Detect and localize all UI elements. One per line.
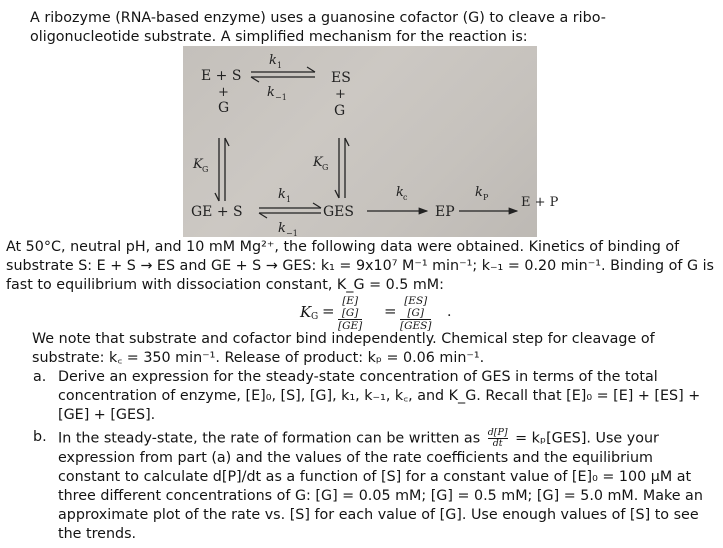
scheme-product: E + P <box>521 195 559 210</box>
part-a-line-2: concentration of enzyme, [E]₀, [S], [G], k₁, k₋₁, k꜀, and K_G. Recall that [E]₀ = [E] + [ES] + <box>58 388 701 404</box>
scheme-reverse-arrowhead-top <box>251 77 259 82</box>
rate-den: dt <box>492 438 503 449</box>
scheme-kg-left-sub: G <box>202 165 209 174</box>
formula-fraction-2 <box>400 295 431 332</box>
scheme-g-left: G <box>218 100 230 116</box>
scheme-kp-sub: P <box>483 193 489 202</box>
scheme-ep: EP <box>435 204 455 220</box>
scheme-km1-bottom: k <box>278 221 286 236</box>
reaction-scheme-image <box>183 46 559 238</box>
part-b-line-2: expression from part (a) and the values of the rate coefficients and the equilibrium <box>58 450 653 466</box>
part-b-line-4: three different concentrations of G: [G] = 0.05 mM; [G] = 0.5 mM; [G] = 5.0 mM. Make an <box>58 488 703 504</box>
intro-line-2: oligonucleotide substrate. A simplified mechanism for the reaction is: <box>30 29 528 45</box>
formula-den-1: [GE] <box>338 320 363 332</box>
scheme-kg-left: K <box>193 157 203 172</box>
formula-end: . <box>447 304 452 320</box>
scheme-forward-arrowhead-bottom <box>313 203 321 208</box>
rate-num: d[P] <box>487 427 508 438</box>
formula-lhs-sub: G <box>311 312 319 322</box>
independent-line-2: substrate: k꜀ = 350 min⁻¹. Release of product: kₚ = 0.06 min⁻¹. <box>32 350 485 366</box>
rate-fraction <box>488 428 508 449</box>
formula-den-2: [GES] <box>400 320 432 332</box>
part-b-line-1-post: = kₚ[GES]. Use your <box>515 430 659 447</box>
scheme-kc-sub: c <box>403 193 408 202</box>
part-a-line-1: Derive an expression for the steady-state concentration of GES in terms of the total <box>58 369 658 385</box>
scheme-kc: k <box>396 185 404 200</box>
formula-num-1: [E][G] <box>338 295 362 320</box>
part-b-line-6: the trends. <box>58 526 137 542</box>
scheme-reverse-arrowhead-bottom <box>259 213 267 218</box>
conditions-line-2: substrate S: E + S → ES and GE + S → GES: k₁ = 9x10⁷ M⁻¹ min⁻¹; k₋₁ = 0.20 min⁻¹. Binding of G is <box>6 258 715 274</box>
part-b-label: b. <box>33 429 47 445</box>
scheme-forward-arrowhead-top <box>307 67 315 72</box>
part-b-line-3: constant to calculate d[P]/dt as a function of [S] for a constant value of [E]₀ = 100 μM at <box>58 469 692 485</box>
scheme-ges: GES <box>323 204 354 220</box>
conditions-line-1: At 50°C, neutral pH, and 10 mM Mg²⁺, the following data were obtained. Kinetics of binding of <box>6 239 680 255</box>
scheme-k1-bottom-sub: 1 <box>286 195 292 204</box>
scheme-plus-right: + <box>335 87 346 102</box>
scheme-k1-top-sub: 1 <box>277 61 283 70</box>
part-b-line-5: approximate plot of the rate vs. [S] for each value of [G]. Use enough values of [S] to see <box>58 507 699 523</box>
scheme-k1-top: k <box>269 53 277 68</box>
scheme-kg-right-sub: G <box>322 163 329 172</box>
independent-line-1: We note that substrate and cofactor bind independently. Chemical step for cleavage of <box>32 331 655 347</box>
scheme-km1-top: k <box>267 85 275 100</box>
scheme-kp: k <box>475 185 483 200</box>
scheme-top-left: E + S <box>201 68 242 84</box>
scheme-g-right: G <box>334 103 346 119</box>
reaction-scheme-diagram <box>183 46 559 238</box>
scheme-top-right: ES <box>331 70 351 86</box>
formula-lhs: K <box>300 303 312 321</box>
scheme-km1-top-sub: −1 <box>275 93 287 102</box>
scheme-km1-bottom-sub: −1 <box>286 229 298 238</box>
part-a-line-3: [GE] + [GES]. <box>58 407 156 423</box>
part-b-line-1 <box>58 428 659 449</box>
part-a-label: a. <box>33 369 47 385</box>
conditions-line-3: fast to equilibrium with dissociation constant, K_G = 0.5 mM: <box>6 277 444 293</box>
scheme-k1-bottom: k <box>278 187 286 202</box>
scheme-kg-right: K <box>313 155 323 170</box>
formula-eq-1: = <box>322 302 335 320</box>
part-b-line-1-pre: In the steady-state, the rate of formation can be written as <box>58 430 481 447</box>
scheme-bottom-left: GE + S <box>191 204 243 220</box>
formula-eq-2: = <box>384 302 397 320</box>
formula-num-2: [ES][G] <box>400 295 431 320</box>
scheme-plus-left: + <box>218 85 229 100</box>
formula-fraction-1 <box>338 295 362 332</box>
intro-line-1: A ribozyme (RNA-based enzyme) uses a guanosine cofactor (G) to cleave a ribo- <box>30 10 606 26</box>
